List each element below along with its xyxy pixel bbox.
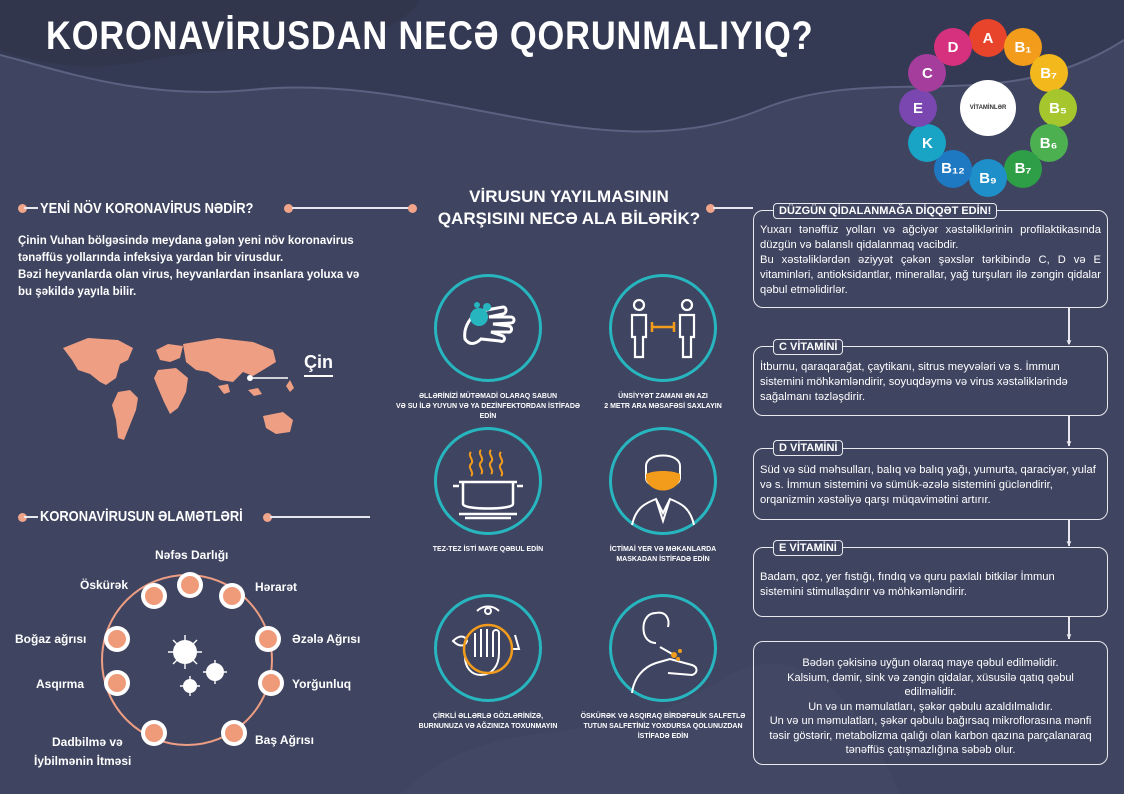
symptom-label: Asqırma	[36, 677, 85, 691]
vitamin-e-tag: E VİTAMİNİ	[773, 540, 843, 556]
prevention-caption	[563, 392, 763, 412]
symptom-label: Hərarət	[255, 580, 298, 594]
caption-line: VƏ SU İLƏ YUYUN VƏ YA DEZİNFEKTORDAN İSTİFADƏ EDİN	[396, 403, 580, 420]
prevention-heading-line: VİRUSUN YAYILMASININ	[469, 187, 669, 206]
what-is-line: Bəzi heyvanlarda olan virus, heyvanlardan insanlara yoluxa və	[18, 269, 360, 281]
vitamin-wheel	[900, 15, 1080, 195]
final-line: Un və un məmulatları, şəkər qəbulu azaldılmalıdır.	[808, 700, 1053, 713]
vitamin-center	[960, 80, 1016, 136]
flow-arrow-head: ▼	[1065, 632, 1073, 641]
caption-line: TUTUN SALFETİNİZ YOXDURSA QOLUNUZDAN	[583, 723, 743, 730]
caption-line: İSTİFADƏ EDİN	[637, 733, 689, 740]
prevention-heading	[424, 186, 714, 230]
vitamin-d-tag: D VİTAMİNİ	[773, 440, 843, 456]
hand-wash-icon	[437, 277, 539, 379]
what-is-line: Çinin Vuhan bölgəsində meydana gələn yeni növ koronavirus	[18, 235, 354, 247]
symptom-label: Öskürək	[80, 578, 129, 592]
symptom-dot	[221, 720, 247, 746]
nutrition-final-box	[753, 641, 1108, 765]
symptom-dot	[104, 670, 130, 696]
prevention-caption	[388, 545, 588, 555]
vitamin-e-box	[753, 547, 1108, 617]
what-is-line: tənəffüs yollarında infeksiya yardan bir virusdur.	[18, 252, 284, 264]
symptom-dot	[141, 583, 167, 609]
vitamin-badge: D	[934, 28, 972, 66]
nutrition-intro-text: Yuxarı tənəffüz yolları və ağciyər xəstəliklərinin profilaktikasında düzgün və balanslı qidalanmaq vacibdir. Bu xəstəliklərdən əziyyət çəkən şəxslər tərkibində C, D və E vitaminləri, antioksidantlar, minerallar, yağ turşuları ilə zəngin qidalar qəbul etməlidirlər.	[760, 224, 1101, 296]
virus-icon	[160, 630, 230, 700]
caption-line: 2 METR ARA MƏSAFƏSİ SAXLAYIN	[604, 403, 722, 410]
vitamin-badge: A	[969, 19, 1007, 57]
what-is-text	[18, 233, 398, 301]
vitamin-e-text: Badam, qoz, yer fıstığı, fındıq və quru paxlalı bitkilər İmmun sistemini stimullaşdırır və möhkəmləndirir.	[760, 571, 1055, 598]
caption-line: TEZ-TEZ İSTİ MAYE QƏBUL EDİN	[432, 546, 544, 553]
final-line: Kalsium, dəmir, sink və zəngin qidalar, xüsusilə qatıq qəbul edilməlidir.	[787, 671, 1074, 698]
symptom-dot	[141, 720, 167, 746]
caption-line: MASKADAN İSTİFADƏ EDİN	[616, 556, 710, 563]
vitamin-center-label: VİTAMİNLƏR	[969, 105, 1007, 111]
prevention-icon-circle	[434, 274, 542, 382]
symptom-label: Baş Ağrısı	[255, 733, 314, 747]
caption-line: ÖSKÜRƏK VƏ ASQIRAQ BİRDƏFƏLİK SALFETLƏ	[580, 713, 746, 720]
caption-line: ƏLLƏRİNİZİ MÜTƏMADİ OLARAQ SABUN	[418, 393, 558, 400]
nutrition-heading: DÜZGÜN QİDALANMAĞA DİQQƏT EDİN!	[773, 203, 997, 219]
section-line	[713, 207, 753, 209]
mask-icon	[612, 430, 714, 532]
caption-line: İCTİMAİ YER VƏ MƏKANLARDA	[609, 546, 717, 553]
section-dot	[408, 204, 417, 213]
caption-line: BURNUNUZA VƏ AĞZINIZA TOXUNMAYIN	[418, 723, 558, 730]
prevention-caption	[388, 392, 588, 422]
flow-arrow-head: ▼	[1065, 338, 1073, 347]
flow-arrow-head: ▼	[1065, 539, 1073, 548]
final-line: Bədən çəkisinə uyğun olaraq maye qəbul edilməlidir.	[802, 657, 1059, 669]
symptom-dot	[258, 670, 284, 696]
what-is-heading: YENİ NÖV KORONAVİRUS NƏDİR?	[40, 200, 254, 217]
prevention-icon-circle	[434, 427, 542, 535]
symptom-label: Əzələ Ağrısı	[292, 632, 361, 646]
prevention-heading-line: QARŞISINI NECƏ ALA BİLƏRİK?	[437, 209, 701, 228]
no-touch-face-icon	[437, 597, 539, 699]
vitamin-badge: B₁	[1004, 28, 1042, 66]
final-line: Un və un məmulatları, şəkər qəbulu bağırsaq mikroflorasına mənfi təsir göstərir, metabolizma qalığı olan karbon qazına parçalanaraq tənəffüs çatışmazlığına səbəb olur.	[769, 715, 1092, 756]
prevention-icon-circle	[434, 594, 542, 702]
symptom-label: İybilmənin İtməsi	[34, 754, 132, 768]
prevention-icon-circle	[609, 274, 717, 382]
section-line	[24, 516, 38, 518]
world-map	[58, 330, 313, 460]
section-line	[24, 207, 38, 209]
vitamin-badge: B₇	[1004, 150, 1042, 188]
vitamin-badge: B₁₂	[934, 150, 972, 188]
caption-line: ÇİRKLİ ƏLLƏRLƏ GÖZLƏRİNİZƏ,	[432, 713, 544, 720]
vitamin-badge: B₇	[1030, 54, 1068, 92]
page-title: KORONAVİRUSDAN NECƏ QORUNMALIYIQ?	[46, 14, 814, 58]
prevention-caption	[388, 712, 588, 732]
caption-line: ÜNSİYYƏT ZAMANI ƏN AZI	[618, 393, 708, 400]
prevention-icon-circle	[609, 427, 717, 535]
vitamin-badge: C	[908, 54, 946, 92]
vitamin-c-tag: C VİTAMİNİ	[773, 339, 843, 355]
vitamin-d-box	[753, 448, 1108, 520]
social-distance-icon	[612, 277, 714, 379]
vitamin-c-box	[753, 346, 1108, 416]
symptom-dot	[255, 626, 281, 652]
vitamin-d-text: Süd və süd məhsulları, balıq və balıq yağı, yumurta, qaraciyər, yulaf və s. İmmun sistemini və sümük-əzələ sistemini gücləndirir, orqanizmin xəstəliyə qarşı müqavimətini artırır.	[760, 464, 1096, 506]
cough-elbow-icon	[612, 597, 714, 699]
symptom-label: Nəfəs Darlığı	[155, 548, 229, 562]
vitamin-badge: B₆	[1030, 124, 1068, 162]
prevention-caption	[563, 712, 763, 742]
vitamin-badge: B₅	[1039, 89, 1077, 127]
china-label: Çin	[304, 352, 333, 377]
nutrition-intro-box	[753, 210, 1108, 308]
symptom-dot	[177, 572, 203, 598]
symptom-label: Boğaz ağrısı	[15, 632, 87, 646]
symptom-label: Dadbilmə və	[52, 735, 123, 749]
section-line	[292, 207, 410, 209]
symptom-dot	[104, 626, 130, 652]
vitamin-c-text: İtburnu, qaraqarağat, çaytikanı, sitrus meyvələri və s. İmmun sistemini möhkəmləndirir, soyuqdəymə və virus xəstəliklərində sağalmanı təzləşdirir.	[760, 361, 1068, 403]
hot-pot-icon	[437, 430, 539, 532]
flow-arrow-head: ▼	[1065, 439, 1073, 448]
symptom-dot	[219, 583, 245, 609]
vitamin-badge: B₉	[969, 159, 1007, 197]
symptom-label: Yorğunluq	[292, 677, 352, 691]
what-is-line: bu şəkildə yayıla bilir.	[18, 286, 137, 298]
section-line	[270, 516, 370, 518]
prevention-caption	[563, 545, 763, 565]
vitamin-badge: E	[899, 89, 937, 127]
vitamin-badge: K	[908, 124, 946, 162]
prevention-icon-circle	[609, 594, 717, 702]
symptoms-heading: KORONAVİRUSUN ƏLAMƏTLƏRİ	[40, 508, 243, 525]
